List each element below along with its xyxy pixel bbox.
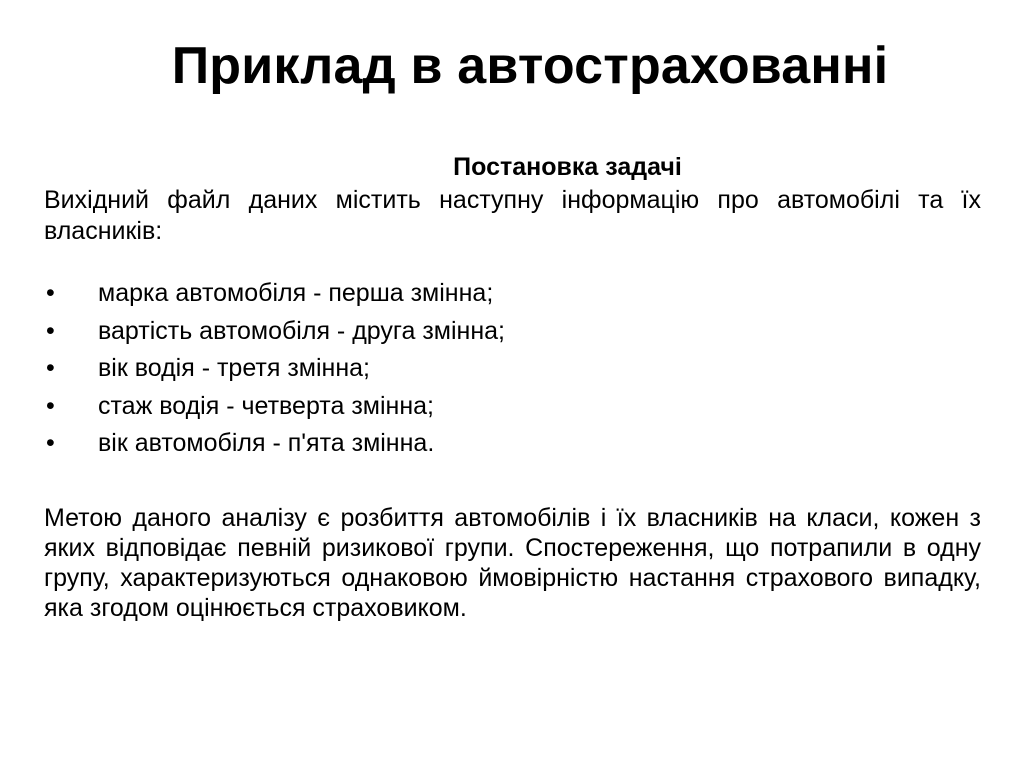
list-item	[44, 428, 981, 466]
list-item	[44, 316, 981, 354]
spacer	[44, 466, 981, 497]
list-item	[44, 391, 981, 429]
list-item-text: стаж водія - четверта змінна;	[98, 391, 434, 420]
bullet-icon: •	[46, 429, 55, 457]
list-item-text: вік водія - третя змінна;	[98, 354, 370, 382]
intro-paragraph: Вихідний файл даних містить наступну інформацію про автомобілі та їх власників:	[44, 186, 981, 245]
list-item-text: вартість автомобіля - друга змінна;	[98, 316, 505, 345]
list-item-text: марка автомобіля - перша змінна;	[98, 279, 494, 307]
variables-list	[44, 278, 981, 466]
bullet-icon: •	[46, 279, 55, 307]
bullet-icon: •	[46, 316, 55, 345]
bullet-icon: •	[46, 391, 55, 420]
list-item-text: вік автомобіля - п'ята змінна.	[98, 429, 435, 457]
slide-content	[44, 152, 981, 623]
section-subtitle: Постановка задачі	[453, 153, 682, 181]
slide-title: Приклад в автострахованні	[171, 37, 889, 95]
list-item	[44, 353, 981, 391]
conclusion-paragraph: Метою даного аналізу є розбиття автомобілів і їх власників на класи, кожен з яких відповідає певній ризикової групи. Спостереження, що потрапили в одну групу, характеризуються однаковою ймовірністю настання страхового випадку, яка згодом оцінюється страховиком.	[44, 503, 981, 622]
list-item	[44, 278, 981, 316]
bullet-icon: •	[46, 354, 55, 382]
spacer	[44, 247, 981, 278]
